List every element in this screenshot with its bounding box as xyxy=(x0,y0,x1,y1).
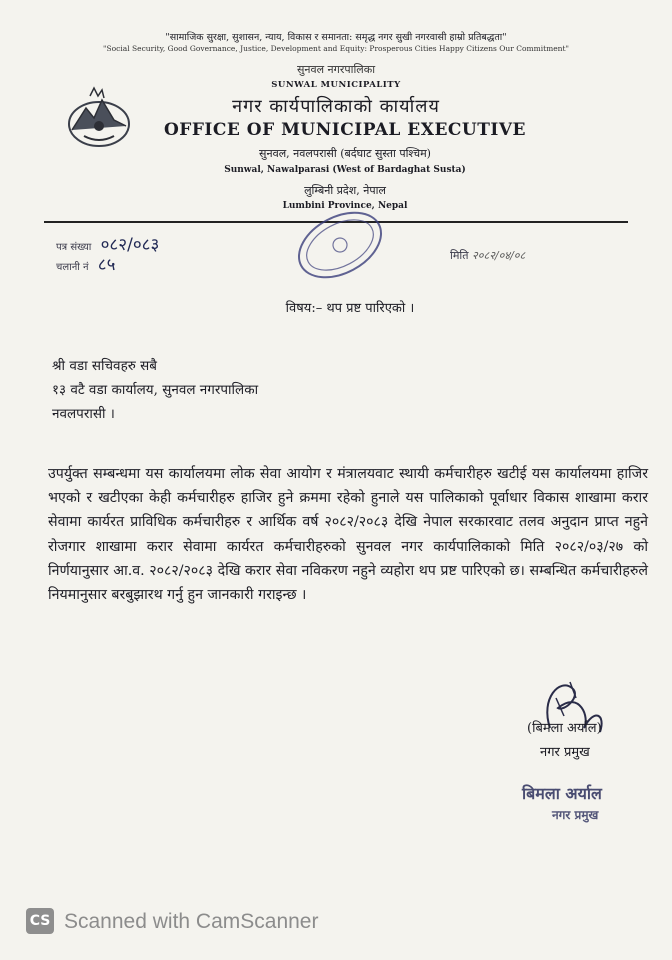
office-stamp xyxy=(290,208,390,282)
dispatch-number-label: चलानी नं xyxy=(56,262,89,273)
signatory-name: (बिमला अर्याल) xyxy=(527,721,602,736)
date-label: मिति xyxy=(450,249,469,262)
municipality-name-english: SUNWAL MUNICIPALITY xyxy=(271,80,401,90)
province-nepali: लुम्बिनी प्रदेश, नेपाल xyxy=(304,184,386,197)
reference-number-value: ०८२/०८३ xyxy=(100,235,160,255)
municipality-name-nepali: सुनवल नगरपालिका xyxy=(296,63,376,76)
signatory-title: नगर प्रमुख xyxy=(540,745,590,760)
dispatch-number-value: ८५ xyxy=(97,255,116,275)
dispatch-number xyxy=(56,252,115,275)
letter-subject: विषय:– थप प्रष्ट पारिएको । xyxy=(285,301,415,316)
title-seal: नगर प्रमुख xyxy=(552,808,599,822)
motto-nepali: "सामाजिक सुरक्षा, सुशासन, न्याय, विकास र समानता: समृद्ध नगर सुखी नगरवासी हाम्रो प्रतिबद्धता" xyxy=(165,32,507,43)
address-nepali: सुनवल, नवलपरासी (बर्दघाट सुस्ता पश्चिम) xyxy=(259,147,431,160)
camscanner-logo-icon: CS xyxy=(26,908,54,934)
reference-number-label: पत्र संख्या xyxy=(56,242,92,253)
addressee-line-3: नवलपरासी । xyxy=(52,406,115,422)
motto-english: "Social Security, Good Governance, Justice, Development and Equity: Prosperous Cities Happy Citizens Our Commitment" xyxy=(103,44,569,53)
office-title-nepali: नगर कार्यपालिकाको कार्यालय xyxy=(232,96,440,117)
address-english: Sunwal, Nawalparasi (West of Bardaghat Susta) xyxy=(224,165,466,175)
name-seal: बिमला अर्याल xyxy=(522,784,602,803)
nepal-emblem-icon xyxy=(64,86,134,150)
letter-body: उपर्युक्त सम्बन्धमा यस कार्यालयमा लोक सेवा आयोग र मंत्रालयवाट स्थायी कर्मचारीहरु खटीई यस कार्यालयमा हाजिर भएको र खटीएका केही कर्मचारीहरु हाजिर हुने क्रममा रहेको हुनाले यस पालिकाको पूर्वाधार विकास शाखामा करार सेवामा कार्यरत प्राविधिक कर्मचारीहरु र आर्थिक वर्ष २०८२/२०८३ देखि नेपाल सरकारवाट तलव अनुदान प्राप्त नहुने रोजगार शाखामा करार सेवामा कार्यरत कर्मचारीहरुको सुनवल नगर कार्यपालिकाको मिति २०८२/०३/२७ को निर्णयानुसार आ.व. २०८२/२०८३ देखि करार सेवा नविकरण नहुने व्यहोरा थप प्रष्ट पारिएको छ। सम्बन्धित कर्मचारीहरुले नियमानुसार बरबुझारथ गर्नु हुन जानकारी गराइन्छ । xyxy=(48,466,648,604)
addressee-line-2: १३ वटै वडा कार्यालय, सुनवल नगरपालिका xyxy=(52,382,259,398)
office-title-english: OFFICE OF MUNICIPAL EXECUTIVE xyxy=(163,120,527,140)
date-value: २०८२/०४/०८ xyxy=(472,249,526,262)
province-english: Lumbini Province, Nepal xyxy=(282,201,408,211)
letter-date xyxy=(450,248,525,263)
handwritten-signature xyxy=(520,668,630,748)
camscanner-watermark: Scanned with CamScanner xyxy=(64,910,319,933)
addressee-line-1: श्री वडा सचिवहरु सबै xyxy=(52,358,157,374)
